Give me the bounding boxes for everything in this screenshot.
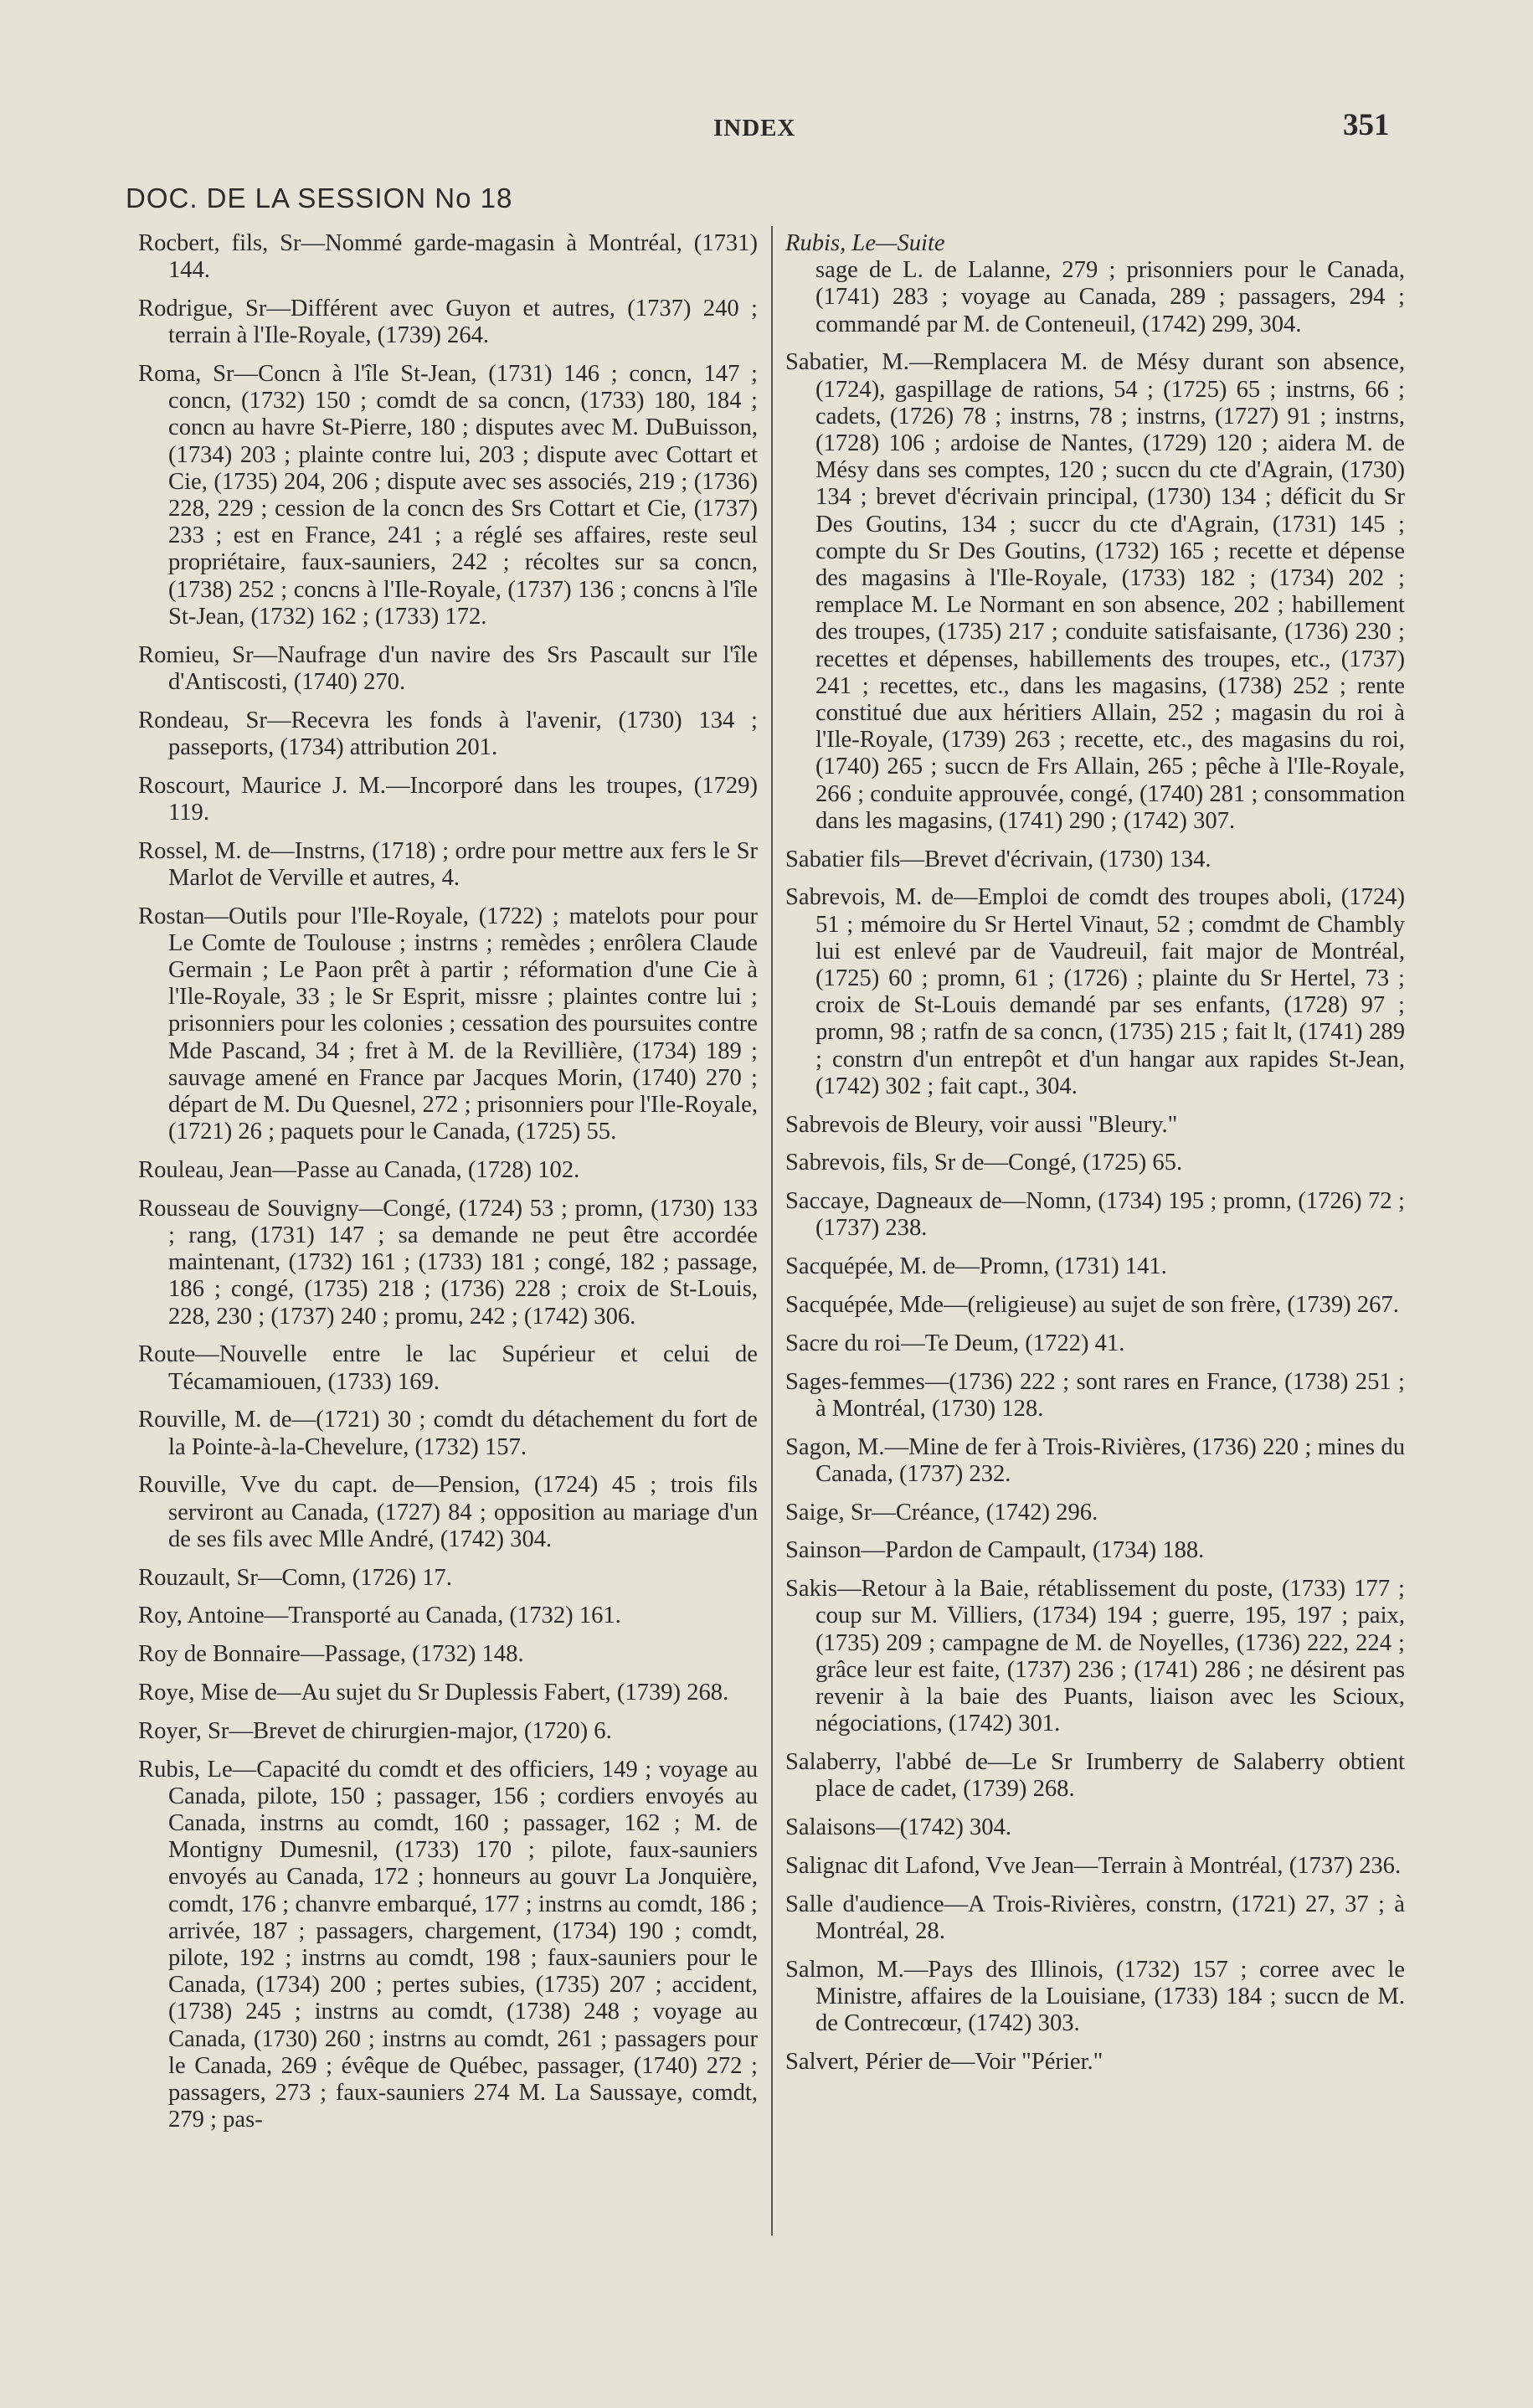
index-entry: Rostan—Outils pour l'Ile-Royale, (1722) ; matelots pour pour Le Comte de Toulouse ; instrns ; remèdes ; enrôlera Claude Germain ; Le Paon prêt à partir ; réformation d'une Cie à l'Ile-Royale, 33 ; le Sr Esprit, missre ; plaintes contre lui ; prisonniers pour les colonies ; cessation des poursuites contre Mde Pascand, 34 ; fret à M. de la Revillière, (1734) 189 ; sauvage amené en France par Jacques Morin, (1740) 270 ; départ de M. Du Quesnel, 272 ; prisonniers pour l'Ile-Royale, (1721) 26 ; paquets pour le Canada, (1725) 55. (138, 903, 758, 1145)
continued-entry-label: Rubis, Le—Suite (785, 230, 945, 256)
index-entry: Sabrevois, fils, Sr de—Congé, (1725) 65. (785, 1150, 1183, 1176)
page-number: 351 (1343, 108, 1390, 142)
index-entry: Salaisons—(1742) 304. (785, 1814, 1012, 1841)
index-entry: Salignac dit Lafond, Vve Jean—Terrain à Montréal, (1737) 236. (785, 1852, 1402, 1879)
running-header-title: INDEX (713, 115, 796, 141)
index-entry: Roy, Antoine—Transporté au Canada, (1732) 161. (138, 1603, 621, 1629)
index-entry: Salle d'audience—A Trois-Rivières, constrn, (1721) 27, 37 ; à Montréal, 28. (785, 1891, 1405, 1944)
index-entry: Rouville, Vve du capt. de—Pension, (1724) 45 ; trois fils serviront au Canada, (1727) 84 ; opposition au mariage d'un de ses fils avec Mlle André, (1742) 304. (138, 1472, 758, 1552)
continued-entry (785, 230, 1405, 338)
index-entry: Salaberry, l'abbé de—Le Sr Irumberry de Salaberry obtient place de cadet, (1739) 268. (785, 1749, 1405, 1803)
index-entry: Rocbert, fils, Sr—Nommé garde-magasin à Montréal, (1731) 144. (138, 230, 758, 284)
index-entry: Roscourt, Maurice J. M.—Incorporé dans les troupes, (1729) 119. (138, 772, 758, 826)
index-entry: Saccaye, Dagneaux de—Nomn, (1734) 195 ; promn, (1726) 72 ; (1737) 238. (785, 1188, 1405, 1242)
index-entry: Sabatier fils—Brevet d'écrivain, (1730) 134. (785, 846, 1211, 872)
index-entry: Sacquépée, Mde—(religieuse) au sujet de son frère, (1739) 267. (785, 1292, 1399, 1319)
index-entry: Sainson—Pardon de Campault, (1734) 188. (785, 1537, 1205, 1564)
index-entry: Sacquépée, M. de—Promn, (1731) 141. (785, 1253, 1167, 1280)
index-entry: Rubis, Le—Capacité du comdt et des officiers, 149 ; voyage au Canada, pilote, 150 ; passager, 156 ; cordiers envoyés au Canada, instrns au comdt, 160 ; passager, 162 ; M. de Montigny Dumesnil, (1733) 170 ; pilote, faux-sauniers envoyés au Canada, 172 ; honneurs au gouvr La Jonquière, comdt, 176 ; chanvre embarqué, 177 ; instrns au comdt, 186 ; arrivée, 187 ; passagers, chargement, (1734) 190 ; comdt, pilote, 192 ; instrns au comdt, 198 ; faux-sauniers pour le Canada, (1734) 200 ; pertes subies, (1735) 207 ; accident, (1738) 245 ; instrns au comdt, (1738) 248 ; voyage au Canada, (1730) 260 ; instrns au comdt, 261 ; passagers pour le Canada, 269 ; évêque de Québec, passager, (1740) 272 ; passagers, 273 ; faux-sauniers 274 M. La Saussaye, comdt, 279 ; pas- (138, 1756, 758, 2133)
column-divider (771, 226, 773, 2236)
index-entry: Rondeau, Sr—Recevra les fonds à l'avenir, (1730) 134 ; passeports, (1734) attribution 201. (138, 707, 758, 760)
index-entry: Salmon, M.—Pays des Illinois, (1732) 157 ; corree avec le Ministre, affaires de la Louisiane, (1733) 184 ; succn de M. de Contrecœur, (1742) 303. (785, 1956, 1405, 2037)
index-entry: Sacre du roi—Te Deum, (1722) 41. (785, 1330, 1125, 1356)
right-column (785, 230, 1405, 2087)
index-entry: Rossel, M. de—Instrns, (1718) ; ordre pour mettre aux fers le Sr Marlot de Verville et autres, 4. (138, 837, 758, 891)
index-entry: Roma, Sr—Concn à l'île St-Jean, (1731) 146 ; concn, 147 ; concn, (1732) 150 ; comdt de sa concn, (1733) 180, 184 ; concn au havre St-Pierre, 180 ; disputes avec M. DuBuisson, (1734) 203 ; plainte contre lui, 203 ; dispute avec Cottart et Cie, (1735) 204, 206 ; dispute avec ses associés, 219 ; (1736) 228, 229 ; cession de la concn des Srs Cottart et Cie, (1737) 233 ; est en France, 241 ; a réglé ses affaires, reste seul propriétaire, faux-sauniers, 242 ; récoltes sur sa concn, (1738) 252 ; concns à l'Ile-Royale, (1737) 136 ; concns à l'île St-Jean, (1732) 162 ; (1733) 172. (138, 361, 758, 630)
index-entry: Rodrigue, Sr—Différent avec Guyon et autres, (1737) 240 ; terrain à l'Ile-Royale, (1739) 264. (138, 296, 758, 349)
continued-entry-text: sage de L. de Lalanne, 279 ; prisonniers pour le Canada, (1741) 283 ; voyage au Canada, 289 ; passagers, 294 ; commandé par M. de Conteneuil, (1742) 299, 304. (815, 257, 1405, 337)
index-entry: Sabrevois, M. de—Emploi de comdt des troupes aboli, (1724) 51 ; mémoire du Sr Hertel Vinaut, 52 ; comdmt de Chambly lui est enlevé par de Vaudreuil, fait major de Montréal, (1725) 60 ; promn, 61 ; (1726) ; plainte du Sr Hertel, 73 ; croix de St-Louis demandé par ses enfants, (1728) 97 ; promn, 98 ; ratfn de sa concn, (1735) 215 ; fait lt, (1741) 289 ; constrn d'un entrepôt et d'un hangar aux rapides St-Jean, (1742) 302 ; fait capt., 304. (785, 884, 1405, 1099)
index-entry: Sages-femmes—(1736) 222 ; sont rares en France, (1738) 251 ; à Montréal, (1730) 128. (785, 1368, 1405, 1422)
index-entry: Rouzault, Sr—Comn, (1726) 17. (138, 1564, 452, 1591)
index-entry: Sabrevois de Bleury, voir aussi "Bleury." (785, 1111, 1178, 1138)
index-entry: Roye, Mise de—Au sujet du Sr Duplessis Fabert, (1739) 268. (138, 1680, 729, 1706)
index-entry: Roy de Bonnaire—Passage, (1732) 148. (138, 1641, 524, 1668)
index-entry: Rouleau, Jean—Passe au Canada, (1728) 102. (138, 1157, 580, 1184)
index-entry: Salvert, Périer de—Voir "Périer." (785, 2048, 1103, 2075)
left-column (138, 230, 758, 2133)
index-entry: Route—Nouvelle entre le lac Supérieur et celui de Técamamiouen, (1733) 169. (138, 1341, 758, 1395)
index-entry: Sagon, M.—Mine de fer à Trois-Rivières, (1736) 220 ; mines du Canada, (1737) 232. (785, 1433, 1405, 1487)
document-session-title: DOC. DE LA SESSION No 18 (126, 183, 513, 214)
index-entry: Sabatier, M.—Remplacera M. de Mésy durant son absence, (1724), gaspillage de rations, 54 ; (1725) 65 ; instrns, 66 ; cadets, (1726) 78 ; instrns, 78 ; instrns, (1727) 91 ; instrns, (1728) 106 ; ardoise de Nantes, (1729) 120 ; aidera M. de Mésy dans ses comptes, 120 ; succn du cte d'Agrain, (1730) 134 ; brevet d'écrivain principal, (1730) 134 ; déficit du Sr Des Goutins, 134 ; succr du cte d'Agrain, (1731) 145 ; compte du Sr Des Goutins, (1732) 165 ; recette et dépense des magasins à l'Ile-Royale, (1733) 182 ; (1734) 202 ; remplace M. Le Normant en son absence, 202 ; habillement des troupes, (1735) 217 ; conduite satisfaisante, (1736) 230 ; recettes et dépenses, habillements des troupes, etc., (1737) 241 ; recettes, etc., dans les magasins, (1738) 252 ; rente constitué due aux héritiers Allain, 252 ; magasin du roi à l'Ile-Royale, (1739) 263 ; recette, etc., des magasins du roi, (1740) 265 ; succn de Frs Allain, 265 ; pêche à l'Ile-Royale, 266 ; conduite approuvée, congé, (1740) 281 ; consommation dans les magasins, (1741) 290 ; (1742) 307. (785, 349, 1405, 834)
index-entry: Royer, Sr—Brevet de chirurgien-major, (1720) 6. (138, 1717, 612, 1744)
index-entry: Sakis—Retour à la Baie, rétablissement du poste, (1733) 177 ; coup sur M. Villiers, (1734) 194 ; guerre, 195, 197 ; paix, (1735) 209 ; campagne de M. de Noyelles, (1736) 222, 224 ; grâce leur est faite, (1737) 236 ; (1741) 286 ; ne désirent pas revenir à la baie des Puants, liaison avec les Scioux, négociations, (1742) 301. (785, 1576, 1405, 1737)
index-entry: Saige, Sr—Créance, (1742) 296. (785, 1499, 1098, 1526)
index-entry: Rouville, M. de—(1721) 30 ; comdt du détachement du fort de la Pointe-à-la-Chevelure, (1732) 157. (138, 1407, 758, 1460)
index-entry: Rousseau de Souvigny—Congé, (1724) 53 ; promn, (1730) 133 ; rang, (1731) 147 ; sa demande ne peut être accordée maintenant, (1732) 161 ; (1733) 181 ; congé, 182 ; passage, 186 ; congé, (1735) 218 ; (1736) 228 ; croix de St-Louis, 228, 230 ; (1737) 240 ; promu, 242 ; (1742) 306. (138, 1195, 758, 1330)
index-entry: Romieu, Sr—Naufrage d'un navire des Srs Pascault sur l'île d'Antiscosti, (1740) 270. (138, 641, 758, 695)
